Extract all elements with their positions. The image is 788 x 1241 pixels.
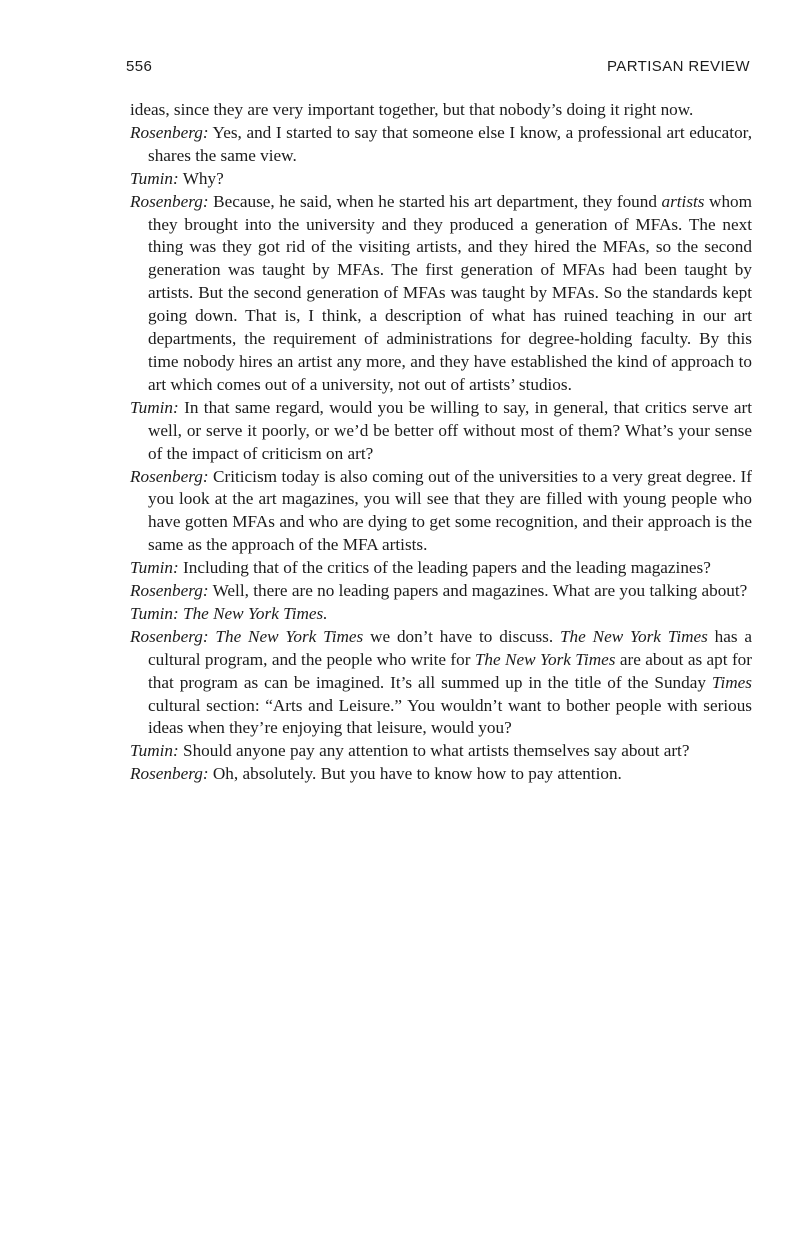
speaker-name: Rosenberg:: [130, 581, 209, 601]
running-head: PARTISAN REVIEW: [607, 58, 750, 75]
speaker-name: Tumin:: [130, 168, 179, 188]
page-number: 556: [126, 58, 153, 75]
text-run: Yes, and I started to say that someone else I know, a professional art educator, shares the same view.: [148, 122, 752, 165]
italic-text: Times: [711, 672, 752, 692]
text-run: Because, he said, when he started his art department, they found: [208, 191, 662, 211]
speaker-name: Tumin:: [130, 741, 179, 761]
italic-text: The New York Times: [560, 626, 708, 646]
text-run: Why?: [178, 168, 224, 188]
text-run: Criticism today is also coming out of the universities to a very great degree. If you look at the art magazines, you will see that they are filled with young people who have gotten MFAs and who are dying to get some recognition, and their approach is the same as the approach of the MFA artists.: [148, 466, 752, 555]
speaker-name: Rosenberg:: [130, 122, 209, 142]
speaker-name: Tumin:: [130, 397, 179, 417]
text-run: cultural section: “Arts and Leisure.” You wouldn’t want to bother people with serious ideas when they’re enjoying that leisure, would you?: [148, 695, 752, 738]
italic-text: The New York Times.: [178, 603, 328, 623]
text-run: whom they brought into the university and they produced a generation of MFAs. The next thing was they got rid of the visiting artists, and they hired the MFAs, so the second generation was taught by MFAs. The first generation of MFAs had been taught by artists. But the second generation of MFAs was taught by MFAs. So the standards kept going down. That is, I think, a description of what has ruined teaching in our art departments, the requirement of administrations for degree-holding faculty. By this time nobody hires an artist any more, and they have established the kind of approach to art which comes out of a university, not out of artists’ studios.: [148, 191, 753, 394]
speaker-name: Tumin:: [130, 603, 179, 623]
text-run: Well, there are no leading papers and magazines. What are you talking about?: [208, 581, 748, 601]
speaker-name: Rosenberg:: [130, 191, 209, 211]
text-run: Oh, absolutely. But you have to know how to pay attention.: [208, 764, 622, 784]
text-run: Should anyone pay any attention to what artists themselves say about art?: [178, 741, 690, 761]
dialogue-paragraph: [130, 466, 752, 558]
speaker-name: Tumin:: [130, 558, 179, 578]
dialogue-paragraph: [130, 580, 752, 603]
dialogue-paragraph: [130, 557, 752, 580]
dialogue-paragraph: [130, 168, 752, 191]
dialogue-paragraph: [130, 191, 752, 397]
dialogue-paragraph: [130, 122, 752, 168]
italic-text: artists: [661, 191, 705, 211]
interview-text: [130, 99, 752, 786]
text-run: has a cultural program, and the people who write for: [148, 626, 753, 669]
italic-text: The New York Times: [474, 649, 616, 669]
dialogue-paragraph: [130, 397, 752, 466]
speaker-name: Rosenberg:: [130, 466, 209, 486]
text-run: ideas, since they are very important together, but that nobody’s doing it right now.: [130, 100, 694, 119]
dialogue-paragraph: [130, 763, 752, 786]
dialogue-paragraph: [130, 626, 752, 741]
dialogue-paragraph: [130, 740, 752, 763]
text-run: In that same regard, would you be willing to say, in general, that critics serve art well, or serve it poorly, or we’d be better off without most of them? What’s your sense of the impact of criticism on art?: [148, 397, 752, 463]
page-header: [126, 58, 750, 78]
dialogue-paragraph: [130, 603, 752, 626]
speaker-name: Rosenberg:: [130, 764, 209, 784]
text-run: Including that of the critics of the leading papers and the leading magazines?: [178, 558, 711, 578]
italic-text: The New York Times: [208, 626, 364, 646]
speaker-name: Rosenberg:: [130, 626, 209, 646]
text-run: we don’t have to discuss.: [363, 626, 560, 646]
dialogue-paragraph: [130, 99, 752, 122]
text-run: are about as apt for that program as can be imagined. It’s all summed up in the title of the Sunday: [148, 649, 752, 692]
